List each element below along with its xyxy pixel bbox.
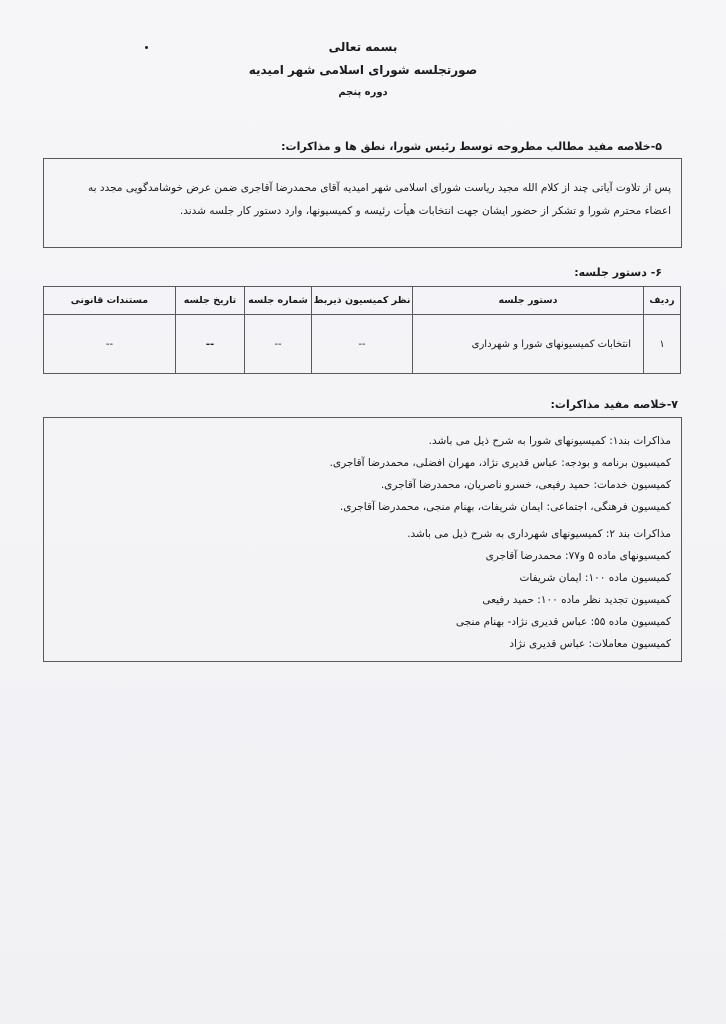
cell-commission-opinion: -- <box>312 315 413 374</box>
section5-line: پس از تلاوت آیاتی چند از کلام الله مجید ریاست شورای اسلامی شهر امیدیه آقای محمدرضا آقاجری ضمن عرض خوشامدگویی مجدد به <box>88 182 671 194</box>
discussion-line: کمیسیون ماده ۱۰۰: ایمان شریفات <box>519 572 671 584</box>
cell-agenda: انتخابات کمیسیونهای شورا و شهرداری <box>413 315 644 374</box>
discussion-line: کمیسیون تجدید نظر ماده ۱۰۰: حمید رفیعی <box>482 594 671 606</box>
col-agenda: دستور جلسه <box>413 287 644 315</box>
section7-content <box>54 430 671 655</box>
agenda-header-row <box>44 287 681 315</box>
cell-legal-basis: -- <box>44 315 176 374</box>
table-row <box>44 315 681 374</box>
header-term: دوره پنجم <box>338 87 388 98</box>
header-title: صورتجلسه شورای اسلامی شهر امیدیه <box>248 63 478 77</box>
col-legal-basis: مستندات قانونی <box>44 287 176 315</box>
discussion-line: مذاکرات بند۱: کمیسیونهای شورا به شرح ذیل می باشد. <box>428 435 671 447</box>
section5-title: ۵-خلاصه مفید مطالب مطروحه توسط رئیس شورا، نطق ها و مذاکرات: <box>281 140 662 153</box>
section5-box <box>43 158 682 248</box>
section7-title: ۷-خلاصه مفید مذاکرات: <box>550 398 678 411</box>
col-row-number: ردیف <box>644 287 681 315</box>
col-session-date: تاریخ جلسه <box>176 287 245 315</box>
cell-session-number: -- <box>245 315 312 374</box>
col-session-number: شماره جلسه <box>245 287 312 315</box>
discussion-line: کمیسیون برنامه و بودجه: عباس قدیری نژاد، مهران افضلی، محمدرضا آقاجری. <box>329 457 671 469</box>
discussion-line: کمیسیون معاملات: عباس قدیری نژاد <box>509 638 671 650</box>
col-commission-opinion: نظر کمیسیون ذیربط <box>312 287 413 315</box>
section5-content <box>54 177 671 223</box>
discussion-line: کمیسیون خدمات: حمید رفیعی، خسرو ناصریان، محمدرضا آقاجری. <box>380 479 671 491</box>
section6-title: ۶- دستور جلسه: <box>574 266 662 279</box>
discussion-line: کمیسیون فرهنگی، اجتماعی: ایمان شریفات، بهنام منجی، محمدرضا آقاجری. <box>339 501 671 513</box>
cell-session-date: -- <box>176 315 245 374</box>
discussion-line: کمیسیونهای ماده ۵ و۷۷: محمدرضا آقاجری <box>485 550 671 562</box>
cell-row-number: ۱ <box>644 315 681 374</box>
agenda-table <box>43 286 681 374</box>
section7-box <box>43 417 682 662</box>
section5-line: اعضاء محترم شورا و تشکر از حضور ایشان جهت انتخابات هیأت رئیسه و کمیسیونها، وارد دستور کار جلسه شدند. <box>179 205 671 217</box>
discussion-line: کمیسیون ماده ۵۵: عباس قدیری نژاد- بهنام منجی <box>455 616 671 628</box>
header-bismillah: بسمه تعالی <box>328 40 398 54</box>
discussion-line: مذاکرات بند ۲: کمیسیونهای شهرداری به شرح ذیل می باشد. <box>407 528 671 540</box>
